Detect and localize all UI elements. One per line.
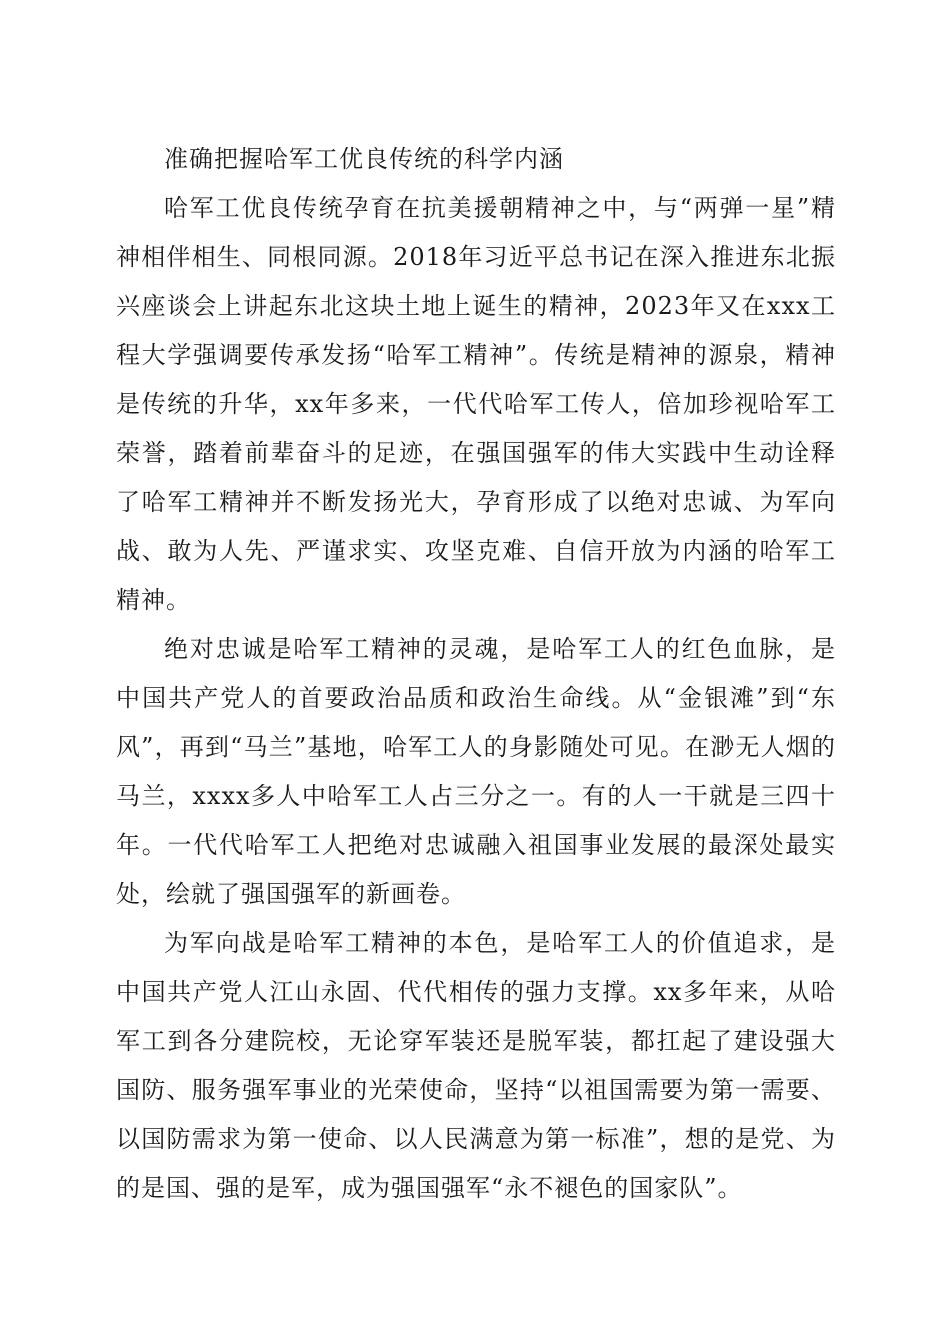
paragraph-1: 哈军工优良传统孕育在抗美援朝精神之中，与“两弹一星”精神相伴相生、同根同源。2018年习近平总书记在深入推进东北振兴座谈会上讲起东北这块土地上诞生的精神，2023年又在xxx工程大学强调要传承发扬“哈军工精神”。传统是精神的源泉，精神是传统的升华，xx年多来，一代代哈军工传人，倍加珍视哈军工荣誉，踏着前辈奋斗的足迹，在强国强军的伟大实践中生动诠释了哈军工精神并不断发扬光大，孕育形成了以绝对忠诚、为军向战、敢为人先、严谨求实、攻坚克难、自信开放为内涵的哈军工精神。	[116, 194, 836, 614]
document-body	[116, 135, 836, 1213]
section-heading: 准确把握哈军工优良传统的科学内涵	[164, 145, 564, 173]
paragraph-3: 为军向战是哈军工精神的本色，是哈军工人的价值追求，是中国共产党人江山永固、代代相传的强力支撑。xx多年来，从哈军工到各分建院校，无论穿军装还是脱军装，都扛起了建设强大国防、服务强军事业的光荣使命，坚持“以祖国需要为第一需要、以国防需求为第一使命、以人民满意为第一标准”，想的是党、为的是国、强的是军，成为强国强军“永不褪色的国家队”。	[116, 929, 836, 1202]
paragraph-2: 绝对忠诚是哈军工精神的灵魂，是哈军工人的红色血脉，是中国共产党人的首要政治品质和政治生命线。从“金银滩”到“东风”，再到“马兰”基地，哈军工人的身影随处可见。在渺无人烟的马兰，xxxx多人中哈军工人占三分之一。有的人一干就是三四十年。一代代哈军工人把绝对忠诚融入祖国事业发展的最深处最实处，绘就了强国强军的新画卷。	[116, 635, 836, 908]
